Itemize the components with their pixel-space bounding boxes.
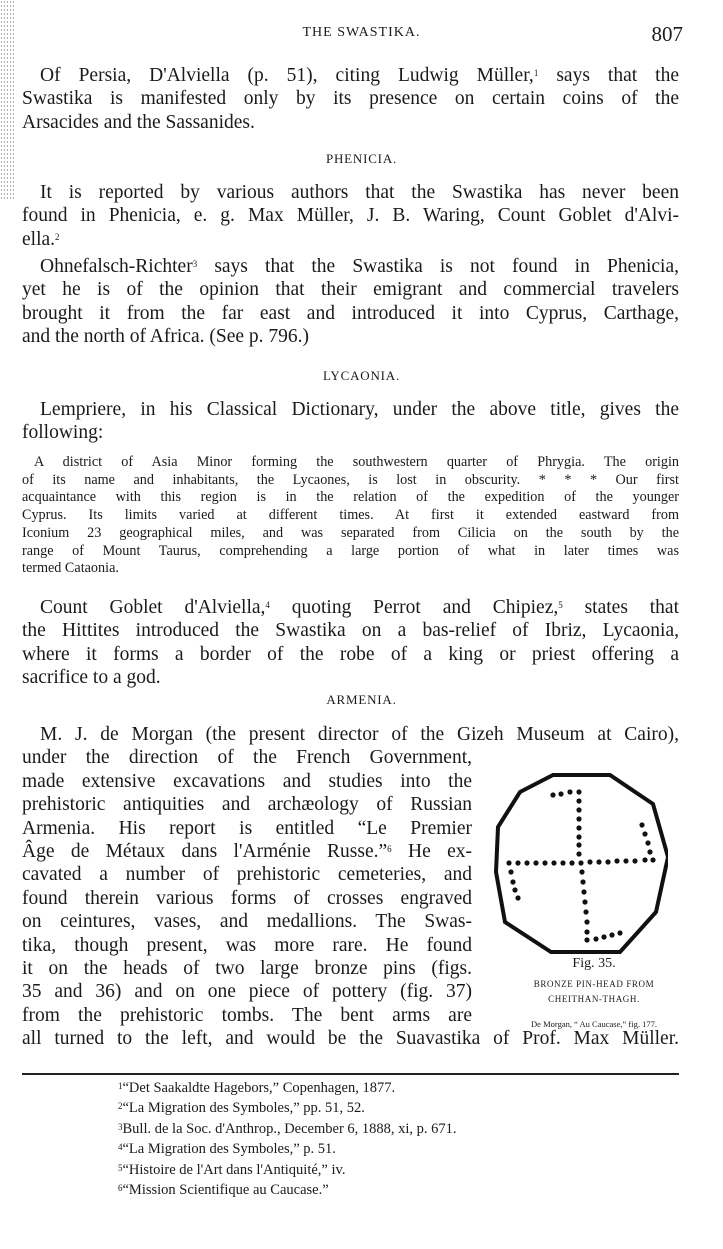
- paragraph-lycaonia-intro: [22, 398, 679, 445]
- text-line: M. J. de Morgan (the present director of the Gizeh Museum at Cairo),: [40, 724, 679, 745]
- text-line: prehistoric antiquities and archæology of Russian: [22, 794, 472, 816]
- text-line: all turned to the left, and would be the Suavastika of Prof. Max Müller.: [22, 1028, 679, 1050]
- footnote-divider: [22, 1073, 679, 1075]
- text-line: brought it from the far east and introduced it into Cyprus, Carthage,: [22, 302, 679, 324]
- text-line: and the north of Africa. (See p. 796.): [22, 326, 309, 348]
- paragraph-lycaonia-2: [22, 596, 679, 690]
- footnote-ref[interactable]: 6: [387, 844, 392, 855]
- text-line: under the direction of the French Government,: [22, 747, 472, 769]
- text-line: following:: [22, 422, 104, 444]
- text-line: Ohnefalsch-Richter$^3$ says that the Swastika is not found in Phenicia,: [40, 256, 679, 277]
- text-line: on ceintures, vases, and medallions. The Swas-: [22, 911, 472, 933]
- text-line: made extensive excavations and studies into the: [22, 770, 472, 792]
- text-line: Of Persia, D'Alviella (p. 51), citing Ludwig Müller,$^1$ says that the: [40, 65, 679, 86]
- text-line: It is reported by various authors that the Swastika has never been: [40, 182, 679, 203]
- text-line: tika, though present, was more rare. He found: [22, 934, 472, 956]
- footnote-item: $^6$“Mission Scientifique au Caucase.”: [118, 1182, 329, 1199]
- swastika-dotted-octagon-icon: [493, 772, 668, 954]
- figure-title-line: BRONZE PIN-HEAD FROM: [533, 979, 655, 989]
- footnote-ref[interactable]: 1: [533, 68, 539, 78]
- figure-35: [493, 772, 668, 959]
- footnote-item: $^1$“Det Saakaldte Hagebors,” Copenhagen, 1877.: [118, 1080, 396, 1096]
- text-line: where it forms a border of the robe of a king or priest offering a: [22, 643, 679, 665]
- text-line: found in Phenicia, e. g. Max Müller, J. B. Waring, Count Goblet d'Alvi-: [22, 205, 679, 227]
- footnote-ref[interactable]: 4: [265, 600, 270, 610]
- text-line: termed Cataonia.: [22, 560, 119, 577]
- text-line: Cyprus. Its limits varied at different times. At first it extended eastward from: [22, 507, 679, 524]
- text-line: sacrifice to a god.: [22, 667, 161, 689]
- figure-title: [484, 977, 704, 1007]
- figure-title-line: CHEITHAN-THAGH.: [548, 994, 640, 1004]
- text-line: Lempriere, in his Classical Dictionary, under the above title, gives the: [40, 399, 679, 420]
- block-quote-lempriere: [22, 454, 679, 578]
- text-line: the Hittites introduced the Swastika on a bas-relief of Ibriz, Lycaonia,: [22, 620, 679, 642]
- footnote-ref[interactable]: 5: [558, 600, 563, 610]
- footnote-ref[interactable]: 3: [192, 259, 198, 269]
- text-line: Arsacides and the Sassanides.: [22, 111, 255, 133]
- page-header: [0, 22, 723, 46]
- paragraph-phenicia-1: [22, 181, 679, 251]
- figure-label: Fig. 35.: [572, 956, 616, 971]
- section-heading-lycaonia: LYCAONIA.: [322, 368, 401, 383]
- text-line: Iconium 23 geographical miles, and was separated from Cilicia on the south by the: [22, 524, 679, 541]
- text-line: acquaintance with this region is in the relation of the expedition of the younger: [22, 489, 679, 506]
- text-line: Swastika is manifested only by its presence on certain coins of the: [22, 88, 679, 110]
- text-column-wrap: [22, 746, 472, 1027]
- text-line: found therein various forms of crosses engraved: [22, 887, 472, 909]
- text-line: it on the heads of two large bronze pins (figs.: [22, 958, 472, 980]
- running-title: THE SWASTIKA.: [302, 25, 421, 40]
- footnote-item: $^3$Bull. de la Soc. d'Anthrop., December 6, 1888, xi, p. 671.: [118, 1120, 457, 1137]
- section-heading-armenia: ARMENIA.: [326, 692, 397, 707]
- text-line: 35 and 36) and on one piece of pottery (fig. 37): [22, 981, 472, 1003]
- footnote-item: $^5$“Histoire de l'Art dans l'Antiquité,” iv.: [118, 1161, 346, 1178]
- paragraph-phenicia-2: [22, 255, 679, 349]
- text-line: yet he is of the opinion that their emigrant and commercial travelers: [22, 279, 679, 301]
- text-line: Count Goblet d'Alviella,$^4$ quoting Perrot and Chipiez,$^5$ states that: [40, 597, 679, 618]
- text-line: Armenia. His report is entitled “Le Premier: [22, 817, 472, 839]
- text-line: range of Mount Taurus, comprehending a large portion of what in later times was: [22, 542, 679, 559]
- text-line: cavated a number of prehistoric cemeteries, and: [22, 864, 472, 886]
- paragraph-persia: [22, 64, 679, 134]
- footnote-ref[interactable]: 2: [55, 231, 60, 242]
- footnote-item: $^2$“La Migration des Symboles,” pp. 51, 52.: [118, 1100, 365, 1117]
- footnotes: [118, 1078, 457, 1200]
- text-line: from the prehistoric tombs. The bent arms are: [22, 1004, 472, 1026]
- section-heading-phenicia: PHENICIA.: [325, 151, 398, 166]
- text-line: of its name and inhabitants, the Lycaones, is lost in obscurity. * * * Our first: [22, 471, 679, 488]
- footnote-item: $^4$“La Migration des Symboles,” p. 51.: [118, 1141, 336, 1158]
- text-line: A district of Asia Minor forming the southwestern quarter of Phrygia. The origin: [34, 454, 679, 470]
- page-number: 807: [651, 22, 683, 46]
- text-line: ella.$^2$: [22, 228, 60, 250]
- figure-source: De Morgan, “ Au Caucase,” fig. 177.: [531, 1019, 657, 1029]
- text-line: Âge de Métaux dans l'Arménie Russe.”$^6$ He ex-: [22, 841, 472, 863]
